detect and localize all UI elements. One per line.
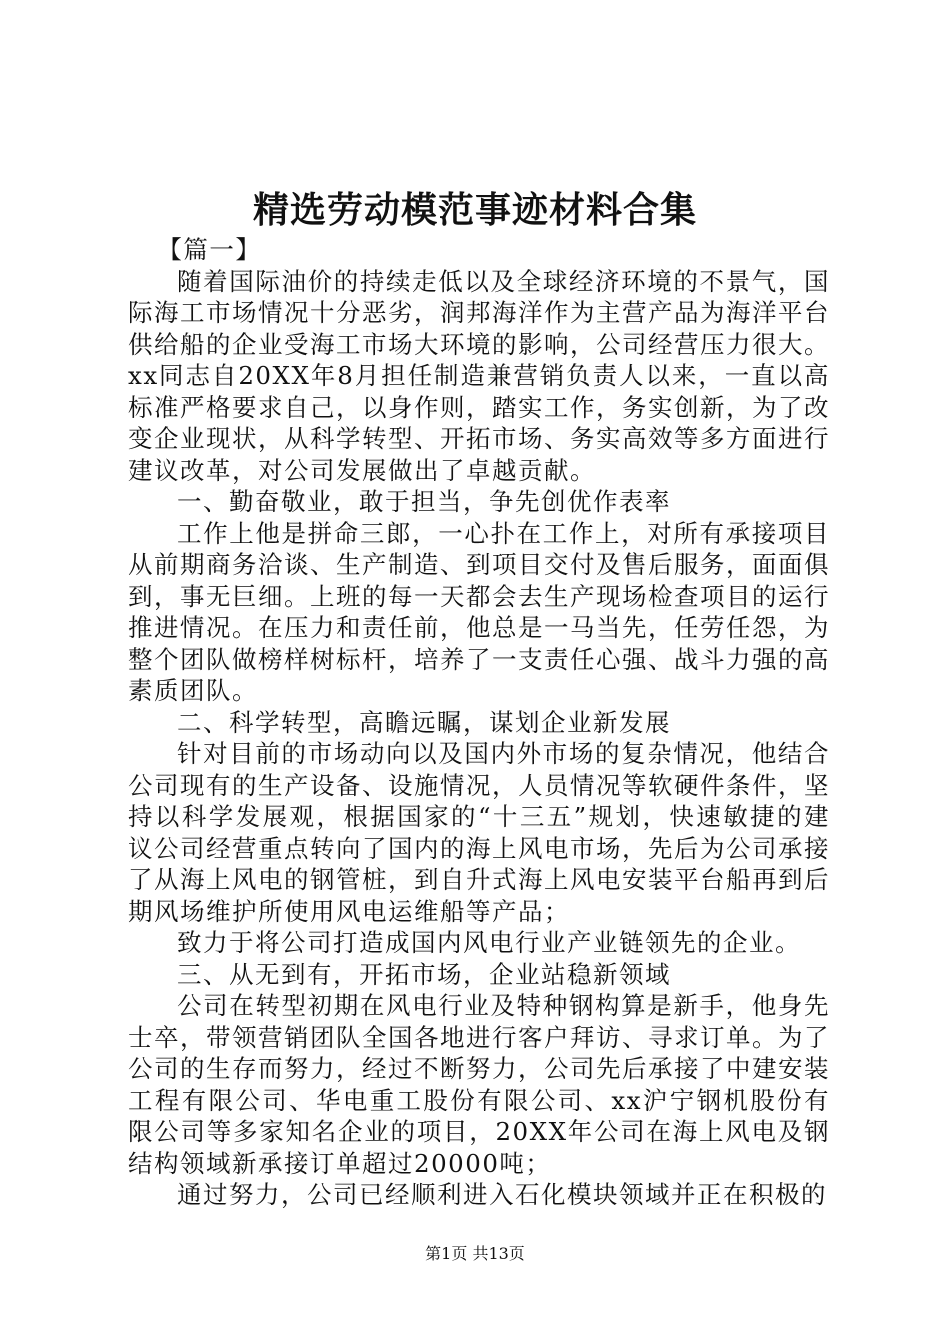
body-paragraph: 工作上他是拼命三郎，一心扑在工作上，对所有承接项目从前期商务洽谈、生产制造、到项目交付及售后服务，面面俱到，事无巨细。上班的每一天都会去生产现场检查项目的运行推进情况。在压力和责任前，他总是一马当先，任劳任怨，为整个团队做榜样树标杆，培养了一支责任心强、战斗力强的高素质团队。 bbox=[128, 518, 830, 705]
body-paragraph: 公司在转型初期在风电行业及特种钢构算是新手，他身先士卒，带领营销团队全国各地进行客户拜访、寻求订单。为了公司的生存而努力，经过不断努力，公司先后承接了中建安装工程有限公司、华电重工股份有限公司、xx沪宁钢机股份有限公司等多家知名企业的项目，20XX年公司在海上风电及钢结构领域新承接订单超过20000吨； bbox=[128, 991, 830, 1178]
body-paragraph: 随着国际油价的持续走低以及全球经济环境的不景气，国际海工市场情况十分恶劣，润邦海洋作为主营产品为海洋平台供给船的企业受海工市场大环境的影响，公司经营压力很大。xx同志自20XX年8月担任制造兼营销负责人以来，一直以高标准严格要求自己，以身作则，踏实工作，务实创新，为了改变企业现状，从科学转型、开拓市场、务实高效等多方面进行建议改革，对公司发展做出了卓越贡献。 bbox=[128, 266, 830, 485]
body-paragraph: 致力于将公司打造成国内风电行业产业链领先的企业。 bbox=[177, 928, 801, 957]
section-subheading: 一、勤奋敬业，敢于担当，争先创优作表率 bbox=[177, 487, 671, 516]
page-number-footer: 第1页 共13页 bbox=[425, 1244, 525, 1263]
body-paragraph: 通过努力，公司已经顺利进入石化模块领域并正在积极的 bbox=[177, 1180, 827, 1209]
section-heading-part-one: 【篇一】 bbox=[157, 235, 262, 264]
section-subheading: 三、从无到有，开拓市场，企业站稳新领域 bbox=[177, 959, 671, 989]
body-paragraph: 针对目前的市场动向以及国内外市场的复杂情况，他结合公司现有的生产设备、设施情况，人员情况等软硬件条件，坚持以科学发展观，根据国家的“十三五”规划，快速敏捷的建议公司经营重点转向了国内的海上风电市场，先后为公司承接了从海上风电的钢管桩，到自升式海上风电安装平台船再到后期风场维护所使用风电运维船等产品； bbox=[128, 739, 830, 926]
document-title: 精选劳动模范事迹材料合集 bbox=[252, 189, 697, 231]
document-body bbox=[128, 234, 830, 1211]
section-subheading: 二、科学转型，高瞻远瞩，谋划企业新发展 bbox=[177, 707, 671, 737]
